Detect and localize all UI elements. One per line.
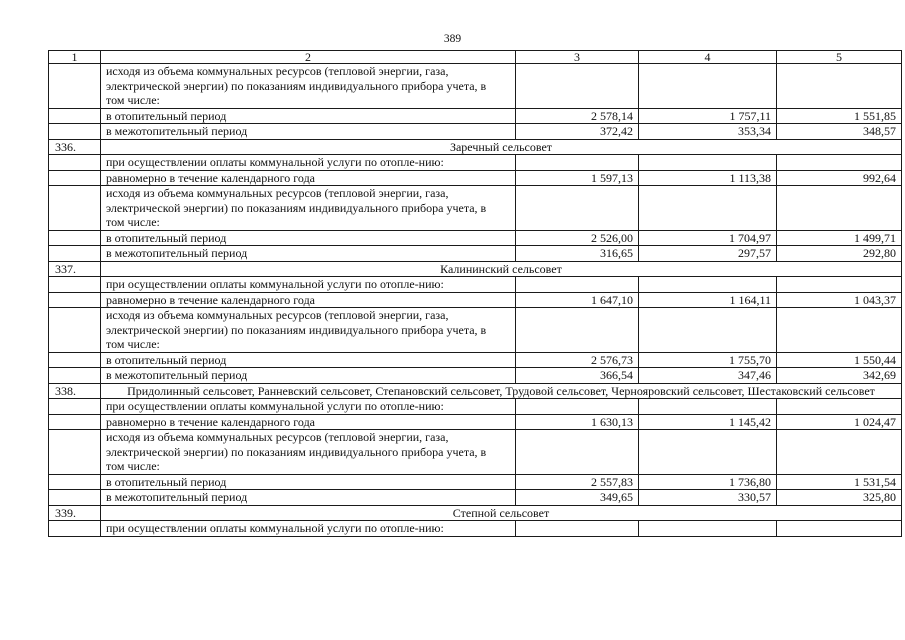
section-row [49,505,902,521]
section-number: 336. [49,139,101,155]
value-cell: 1 597,13 [516,170,639,186]
header-row [49,51,902,64]
description-cell: в межотопительный период [101,246,516,262]
table-row [49,308,902,353]
table-row [49,230,902,246]
description-cell: при осуществлении оплаты коммунальной услуги по отопле-нию: [101,521,516,537]
value-cell [639,521,777,537]
table-body [49,51,902,537]
value-cell [639,155,777,171]
table-row [49,292,902,308]
header-cell: 4 [639,51,777,64]
value-cell [516,277,639,293]
value-cell: 2 578,14 [516,108,639,124]
value-cell: 330,57 [639,490,777,506]
description-cell: в отопительный период [101,352,516,368]
table-row [49,430,902,475]
value-cell [516,64,639,109]
header-cell: 2 [101,51,516,64]
description-cell: при осуществлении оплаты коммунальной услуги по отопле-нию: [101,399,516,415]
section-title: Придолинный сельсовет, Ранневский сельсовет, Степановский сельсовет, Трудовой сельсовет, Чернояровский сельсовет, Шестаковский сельсовет [101,383,902,399]
value-cell: 1 024,47 [777,414,902,430]
value-cell: 349,65 [516,490,639,506]
row-number-cell [49,277,101,293]
row-number-cell [49,170,101,186]
description-cell: исходя из объема коммунальных ресурсов (тепловой энергии, газа, электрической энергии) по показаниям индивидуального прибора учета, в том числе: [101,430,516,475]
value-cell: 1 113,38 [639,170,777,186]
row-number-cell [49,64,101,109]
row-number-cell [49,399,101,415]
value-cell: 1 550,44 [777,352,902,368]
description-cell: исходя из объема коммунальных ресурсов (тепловой энергии, газа, электрической энергии) по показаниям индивидуального прибора учета, в том числе: [101,308,516,353]
value-cell: 372,42 [516,124,639,140]
row-number-cell [49,521,101,537]
header-cell: 5 [777,51,902,64]
table-row [49,490,902,506]
value-cell: 992,64 [777,170,902,186]
value-cell: 1 145,42 [639,414,777,430]
description-cell: равномерно в течение календарного года [101,414,516,430]
value-cell [516,399,639,415]
row-number-cell [49,474,101,490]
value-cell: 1 531,54 [777,474,902,490]
value-cell: 1 043,37 [777,292,902,308]
row-number-cell [49,368,101,384]
value-cell: 2 576,73 [516,352,639,368]
tariff-table [48,50,902,537]
description-cell: при осуществлении оплаты коммунальной услуги по отопле-нию: [101,277,516,293]
value-cell: 1 164,11 [639,292,777,308]
description-cell: в отопительный период [101,474,516,490]
value-cell [777,308,902,353]
section-number: 338. [49,383,101,399]
value-cell [639,186,777,231]
row-number-cell [49,230,101,246]
description-cell: в отопительный период [101,230,516,246]
value-cell [639,430,777,475]
header-cell: 3 [516,51,639,64]
section-title: Заречный сельсовет [101,139,902,155]
row-number-cell [49,308,101,353]
table-row [49,277,902,293]
section-title: Степной сельсовет [101,505,902,521]
value-cell [639,64,777,109]
value-cell: 325,80 [777,490,902,506]
value-cell: 2 557,83 [516,474,639,490]
value-cell [516,155,639,171]
value-cell [777,277,902,293]
value-cell: 316,65 [516,246,639,262]
value-cell: 366,54 [516,368,639,384]
value-cell [639,308,777,353]
table-row [49,64,902,109]
table-row [49,246,902,262]
table-row [49,124,902,140]
table-row [49,170,902,186]
description-cell: в межотопительный период [101,124,516,140]
table-row [49,186,902,231]
value-cell: 1 704,97 [639,230,777,246]
value-cell [639,399,777,415]
description-cell: в межотопительный период [101,490,516,506]
page-number: 389 [443,33,462,45]
value-cell [777,521,902,537]
row-number-cell [49,246,101,262]
value-cell: 353,34 [639,124,777,140]
row-number-cell [49,490,101,506]
value-cell: 1 736,80 [639,474,777,490]
table-row [49,352,902,368]
value-cell [777,430,902,475]
table-row [49,521,902,537]
row-number-cell [49,414,101,430]
section-row [49,261,902,277]
description-cell: исходя из объема коммунальных ресурсов (тепловой энергии, газа, электрической энергии) по показаниям индивидуального прибора учета, в том числе: [101,64,516,109]
value-cell: 2 526,00 [516,230,639,246]
table-row [49,399,902,415]
value-cell: 348,57 [777,124,902,140]
value-cell: 1 755,70 [639,352,777,368]
section-row [49,383,902,399]
value-cell: 1 551,85 [777,108,902,124]
value-cell [777,155,902,171]
table-row [49,474,902,490]
value-cell [516,308,639,353]
value-cell: 297,57 [639,246,777,262]
value-cell: 347,46 [639,368,777,384]
value-cell [639,277,777,293]
value-cell: 342,69 [777,368,902,384]
section-number: 337. [49,261,101,277]
row-number-cell [49,155,101,171]
row-number-cell [49,124,101,140]
value-cell [777,399,902,415]
header-cell: 1 [49,51,101,64]
value-cell: 1 757,11 [639,108,777,124]
value-cell [516,430,639,475]
row-number-cell [49,430,101,475]
section-title: Калининский сельсовет [101,261,902,277]
row-number-cell [49,292,101,308]
value-cell: 292,80 [777,246,902,262]
description-cell: при осуществлении оплаты коммунальной услуги по отопле-нию: [101,155,516,171]
description-cell: равномерно в течение календарного года [101,170,516,186]
value-cell [516,186,639,231]
description-cell: в отопительный период [101,108,516,124]
value-cell [777,186,902,231]
row-number-cell [49,186,101,231]
description-cell: в межотопительный период [101,368,516,384]
table-row [49,108,902,124]
table-row [49,368,902,384]
value-cell [777,64,902,109]
table-row [49,155,902,171]
description-cell: исходя из объема коммунальных ресурсов (тепловой энергии, газа, электрической энергии) по показаниям индивидуального прибора учета, в том числе: [101,186,516,231]
table-row [49,414,902,430]
value-cell: 1 630,13 [516,414,639,430]
section-row [49,139,902,155]
section-number: 339. [49,505,101,521]
value-cell: 1 647,10 [516,292,639,308]
value-cell: 1 499,71 [777,230,902,246]
description-cell: равномерно в течение календарного года [101,292,516,308]
row-number-cell [49,352,101,368]
row-number-cell [49,108,101,124]
value-cell [516,521,639,537]
